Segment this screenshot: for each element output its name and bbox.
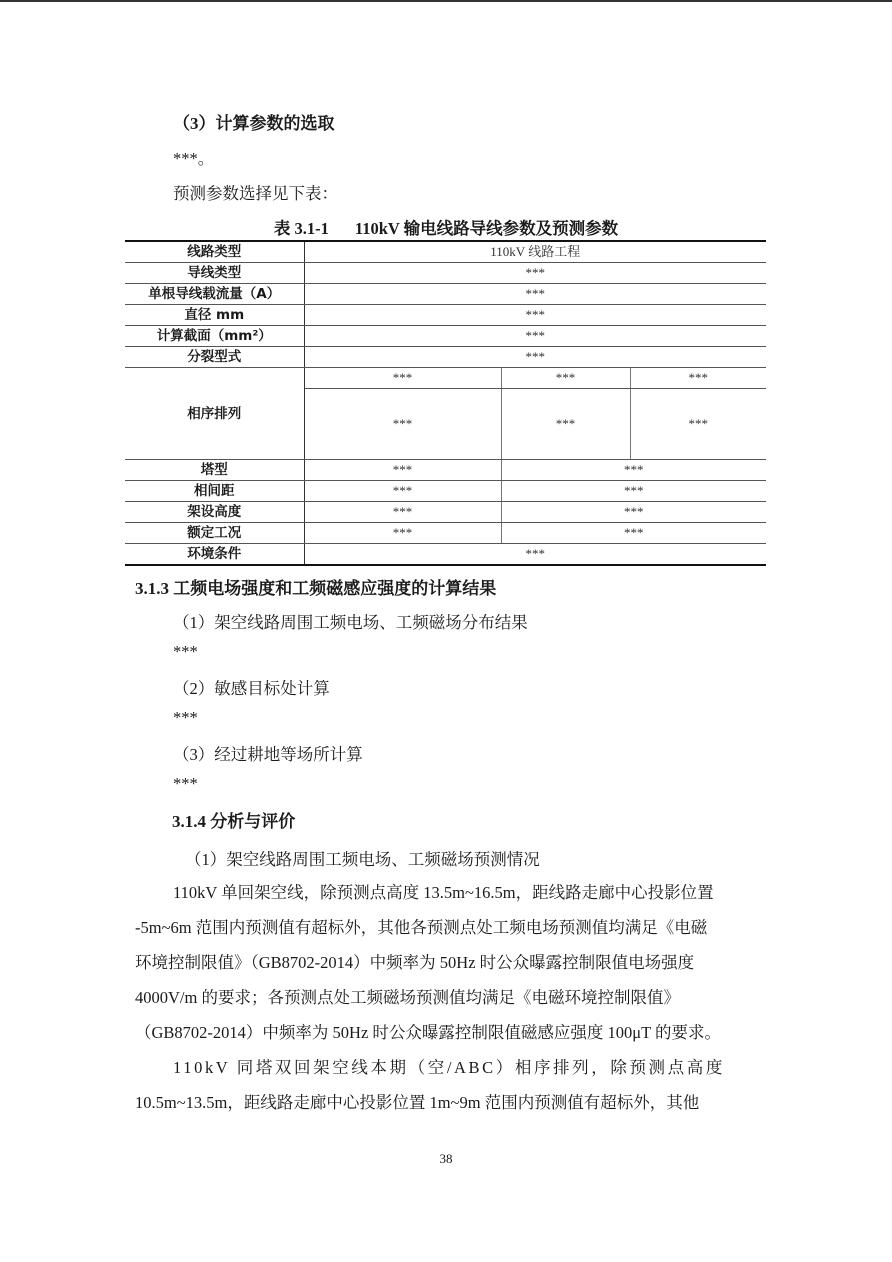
row-label: 分裂型式 — [125, 347, 304, 368]
sec-313-item-body: *** — [173, 642, 198, 661]
row-label: 架设高度 — [125, 502, 304, 523]
row-value: *** — [304, 326, 766, 347]
table-row — [125, 502, 766, 523]
row-value: *** — [304, 544, 766, 566]
table-row-phase-top — [125, 368, 766, 389]
sec-313-item-body: *** — [173, 708, 198, 727]
table-row — [125, 263, 766, 284]
sec-313-item-title: （2）敏感目标处计算 — [173, 679, 330, 698]
row-value: *** — [304, 305, 766, 326]
row-value: *** — [304, 284, 766, 305]
row-label: 额定工况 — [125, 523, 304, 544]
section-heading-calc-params: （3）计算参数的选取 — [173, 114, 335, 133]
section-heading-3-1-3: 3.1.3 工频电场强度和工频磁感应强度的计算结果 — [135, 579, 497, 598]
table-row — [125, 481, 766, 502]
para1-line: 环境控制限值》（GB8702-2014）中频率为 50Hz 时公众曝露控制限值电场强度 — [135, 953, 695, 972]
row-value: *** — [304, 460, 501, 481]
table-row — [125, 284, 766, 305]
table-row — [125, 523, 766, 544]
table-row — [125, 241, 766, 263]
para1-line: -5m~6m 范围内预测值有超标外，其他各预测点处工频电场预测值均满足《电磁 — [135, 918, 708, 937]
intro-line: 预测参数选择见下表： — [173, 184, 338, 203]
table-caption-number: 表 3.1-1 — [273, 219, 329, 238]
row-value: *** — [304, 502, 501, 523]
row-label: 线路类型 — [125, 241, 304, 263]
sec-314-subheading: （1）架空线路周围工频电场、工频磁场预测情况 — [185, 850, 540, 869]
sec-313-item-title: （1）架空线路周围工频电场、工频磁场分布结果 — [173, 613, 528, 632]
page-number: 38 — [439, 1151, 453, 1166]
phase-cell: *** — [630, 368, 766, 389]
row-value: *** — [501, 481, 766, 502]
phase-cell: *** — [304, 368, 501, 389]
para1-line: 4000V/m 的要求；各预测点处工频磁场预测值均满足《电磁环境控制限值》 — [135, 988, 680, 1007]
table-row — [125, 347, 766, 368]
row-value: 110kV 线路工程 — [304, 241, 766, 263]
section-heading-3-1-4: 3.1.4 分析与评价 — [172, 812, 296, 831]
table-caption-title: 110kV 输电线路导线参数及预测参数 — [354, 219, 619, 238]
row-value: *** — [304, 263, 766, 284]
row-value: *** — [304, 523, 501, 544]
row-label: 计算截面（mm²） — [125, 326, 304, 347]
row-value: *** — [501, 523, 766, 544]
row-value: *** — [501, 502, 766, 523]
row-value: *** — [501, 460, 766, 481]
table-row — [125, 544, 766, 566]
parameter-table — [125, 240, 766, 566]
table-caption — [0, 215, 892, 239]
para2-line: 10.5m~13.5m，距线路走廊中心投影位置 1m~9m 范围内预测值有超标外，其他 — [135, 1093, 700, 1112]
table-row — [125, 460, 766, 481]
table-row — [125, 326, 766, 347]
top-border — [0, 0, 892, 2]
row-label: 单根导线载流量（A） — [125, 284, 304, 305]
phase-cell: *** — [501, 389, 630, 460]
row-value: *** — [304, 481, 501, 502]
row-label: 相间距 — [125, 481, 304, 502]
sec-313-item-title: （3）经过耕地等场所计算 — [173, 745, 363, 764]
stars-paragraph: ***。 — [173, 149, 215, 168]
row-label: 环境条件 — [125, 544, 304, 566]
phase-cell: *** — [501, 368, 630, 389]
row-label: 导线类型 — [125, 263, 304, 284]
table-row — [125, 305, 766, 326]
phase-cell: *** — [304, 389, 501, 460]
row-value: *** — [304, 347, 766, 368]
phase-cell: *** — [630, 389, 766, 460]
row-label: 直径 mm — [125, 305, 304, 326]
sec-313-item-body: *** — [173, 774, 198, 793]
para1-line: （GB8702-2014）中频率为 50Hz 时公众曝露控制限值磁感应强度 100μT 的要求。 — [135, 1023, 722, 1042]
para2-line: 110kV 同塔双回架空线本期（空/ABC）相序排列，除预测点高度 — [173, 1058, 725, 1077]
para1-line: 110kV 单回架空线，除预测点高度 13.5m~16.5m，距线路走廊中心投影位置 — [173, 883, 714, 902]
row-label: 相序排列 — [125, 368, 304, 460]
row-label: 塔型 — [125, 460, 304, 481]
